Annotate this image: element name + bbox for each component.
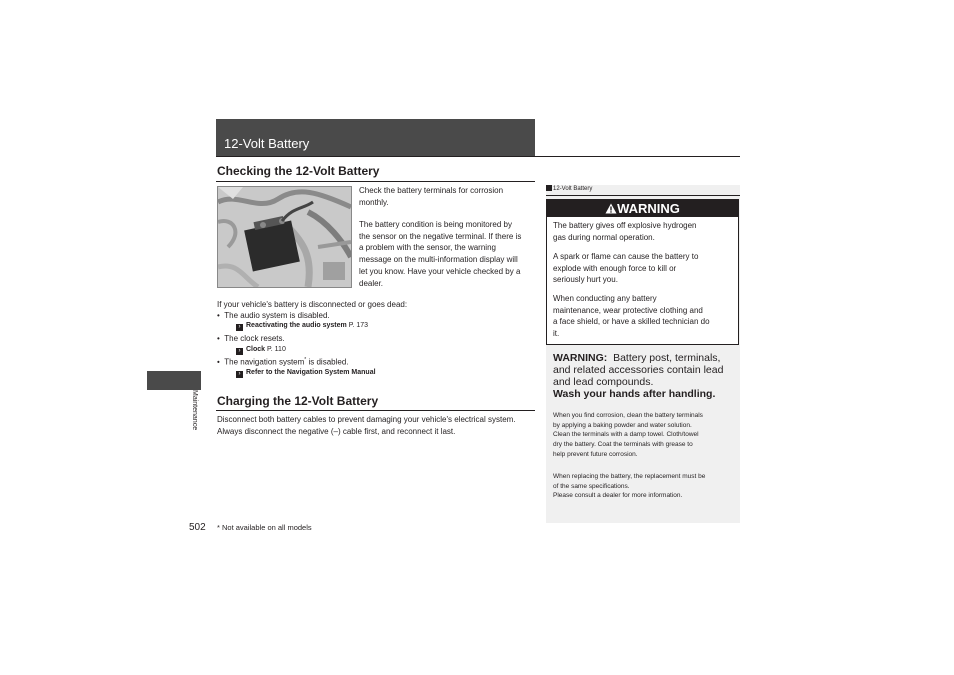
text-line: message on the multi-information display will <box>359 255 518 265</box>
text-line: of the same specifications. <box>553 482 630 490</box>
corrosion-clean-text <box>553 411 739 460</box>
text-line: A spark or flame can cause the battery to <box>553 252 699 261</box>
text-line: Please consult a dealer for more information. <box>553 492 683 500</box>
text-line: gas during normal operation. <box>553 232 655 242</box>
bullet-dot: • <box>217 357 225 367</box>
ref-page: P. 173 <box>348 322 369 329</box>
text-line: Clean the terminals with a damp towel. Cloth/towel <box>553 431 699 439</box>
note-icon <box>546 185 552 191</box>
arrow-right-icon: › <box>236 324 243 331</box>
text-line: dealer. <box>359 278 384 288</box>
ref-title: Refer to the Navigation System Manual <box>246 369 376 376</box>
list-item-text: The audio system is disabled. <box>224 311 330 320</box>
page-number: 502 <box>189 522 206 533</box>
text-line: When conducting any battery <box>553 294 657 303</box>
replacement-text <box>553 472 739 501</box>
arrow-right-icon: › <box>236 348 243 355</box>
ref-title: Reactivating the audio system <box>246 322 347 329</box>
bullet-dot: • <box>217 334 225 343</box>
list-item <box>217 311 330 320</box>
text-line: by applying a baking powder and water solution. <box>553 421 692 429</box>
engine-bay-illustration <box>218 187 351 287</box>
footnote-marker: * <box>304 357 307 363</box>
cross-reference-link[interactable] <box>236 346 286 355</box>
list-item-text: The clock resets. <box>224 334 285 343</box>
text-line: help prevent future corrosion. <box>553 450 638 458</box>
lead-warning-label: WARNING: <box>553 352 608 364</box>
panel-heading-text: 12-Volt Battery <box>553 186 593 192</box>
panel-heading <box>546 185 740 194</box>
section-title-bar <box>216 119 535 156</box>
text-line: Check the battery terminals for corrosion <box>359 186 504 195</box>
ref-page: P. 110 <box>267 346 286 353</box>
checking-rule <box>216 181 535 182</box>
chapter-tab-label-wrap <box>186 390 200 450</box>
lead-warning-text: Battery post, terminals, <box>613 352 721 364</box>
bullet-dot: • <box>217 311 225 320</box>
list-item-text: is disabled. <box>306 357 349 367</box>
text-line: a problem with the sensor, the warning <box>359 243 496 253</box>
arrow-right-icon: › <box>236 371 243 378</box>
text-line: Always disconnect the negative (–) cable first, and reconnect it last. <box>217 426 456 436</box>
text-line: Disconnect both battery cables to prevent damaging your vehicle's electrical system. <box>217 415 516 424</box>
text-line: maintenance, wear protective clothing and <box>553 305 703 315</box>
text-line: seriously hurt you. <box>553 275 618 285</box>
lead-warning <box>553 352 739 400</box>
text-line: explode with enough force to kill or <box>553 263 677 273</box>
text-line: let you know. Have your vehicle checked by a <box>359 266 521 276</box>
title-rule <box>216 156 740 157</box>
panel-rule <box>546 195 740 196</box>
charging-rule <box>216 410 535 411</box>
warning-para-2 <box>553 251 737 286</box>
text-line: When replacing the battery, the replacement must be <box>553 473 706 480</box>
text-line: The battery gives off explosive hydrogen <box>553 221 697 230</box>
warning-para-1 <box>553 220 737 243</box>
sensor-text <box>359 219 539 289</box>
text-line <box>553 352 739 364</box>
text-line: When you find corrosion, clean the battery terminals <box>553 412 703 419</box>
charging-heading: Charging the 12-Volt Battery <box>217 394 379 408</box>
text-line: dry the battery. Coat the terminals with grease to <box>553 441 693 449</box>
text-line: and lead compounds. <box>553 376 654 388</box>
corrosion-check-text <box>359 185 539 208</box>
checking-heading: Checking the 12-Volt Battery <box>217 164 380 178</box>
battery-photo <box>217 186 352 288</box>
warning-header <box>547 200 738 217</box>
text-line: the sensor on the negative terminal. If there is <box>359 231 522 241</box>
text-line: and related accessories contain lead <box>553 364 724 376</box>
cross-reference-link[interactable] <box>236 322 368 331</box>
text-line: Wash your hands after handling. <box>553 388 716 400</box>
dead-battery-intro: If your vehicle's battery is disconnected or goes dead: <box>217 300 408 309</box>
warning-triangle-icon <box>605 203 617 214</box>
footnote: * Not available on all models <box>217 523 312 532</box>
text-line: a face shield, or have a skilled technician do <box>553 317 710 327</box>
list-item <box>217 334 285 343</box>
cross-reference-link[interactable] <box>236 369 376 378</box>
charging-text <box>217 414 537 437</box>
warning-para-3 <box>553 293 737 340</box>
page-title: 12-Volt Battery <box>224 136 310 151</box>
warning-title: WARNING <box>617 201 680 216</box>
ref-title: Clock <box>246 346 266 353</box>
text-line: The battery condition is being monitored by <box>359 220 512 229</box>
text-line: it. <box>553 329 560 339</box>
chapter-tab-label: Maintenance <box>191 390 198 431</box>
chapter-tab[interactable] <box>147 371 201 390</box>
list-item <box>217 357 349 367</box>
list-item-text: The navigation system <box>224 357 305 367</box>
text-line: monthly. <box>359 197 389 207</box>
